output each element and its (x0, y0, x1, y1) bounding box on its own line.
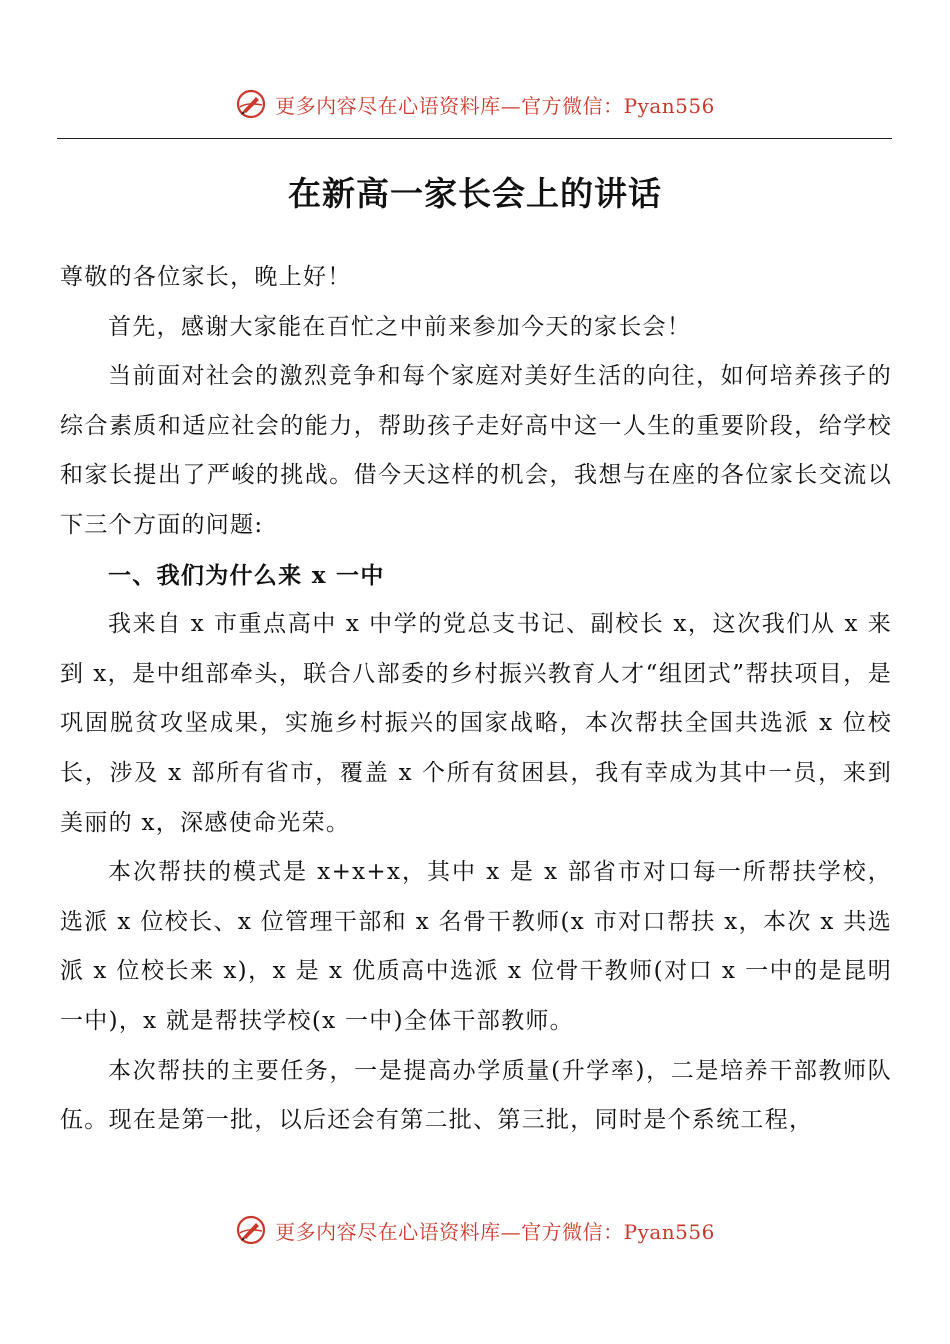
body-paragraph: 我来自 x 市重点高中 x 中学的党总支书记、副校长 x，这次我们从 x 来到 x，是中组部牵头，联合八部委的乡村振兴教育人才“组团式”帮扶项目，是巩固脱贫攻坚成果，实施乡村振兴的国家战略，本次帮扶全国共选派 x 位校长，涉及 x 部所有省市，覆盖 x 个所有贫困县，我有幸成为其中一员，来到美丽的 x，深感使命光荣。 (60, 611, 892, 836)
footer-banner-text: 更多内容尽在心语资料库—官方微信：Pyan556 (275, 1219, 715, 1244)
body-paragraph: 本次帮扶的模式是 x+x+x，其中 x 是 x 部省市对口每一所帮扶学校，选派 x 位校长、x 位管理干部和 x 名骨干教师(x 市对口帮扶 x，本次 x 共选派 x 位校长来 x)，x 是 x 优质高中选派 x 位骨干教师(对口 x 一中的是昆明一中)，x 就是帮扶学校(x 一中)全体干部教师。 (60, 859, 892, 1034)
header-divider (57, 138, 892, 139)
body-paragraph: 首先，感谢大家能在百忙之中前来参加今天的家长会！ (108, 313, 692, 340)
header-watermark (0, 84, 950, 124)
document-body (60, 253, 892, 1146)
header-banner-text: 更多内容尽在心语资料库—官方微信：Pyan556 (275, 93, 715, 118)
pen-logo-icon (235, 1214, 267, 1246)
salutation-paragraph: 尊敬的各位家长，晚上好！ (60, 264, 352, 290)
footer-watermark (0, 1210, 950, 1250)
pen-logo-icon (235, 88, 267, 120)
section-heading: 一、我们为什么来 x 一中 (108, 561, 385, 589)
document-title: 在新高一家长会上的讲话 (288, 174, 662, 213)
body-paragraph: 本次帮扶的主要任务，一是提高办学质量(升学率)，二是培养干部教师队伍。现在是第一批，以后还会有第二批、第三批，同时是个系统工程， (60, 1057, 892, 1134)
body-paragraph: 当前面对社会的激烈竞争和每个家庭对美好生活的向往，如何培养孩子的综合素质和适应社会的能力，帮助孩子走好高中这一人生的重要阶段，给学校和家长提出了严峻的挑战。借今天这样的机会，我想与在座的各位家长交流以下三个方面的问题: (60, 363, 892, 538)
